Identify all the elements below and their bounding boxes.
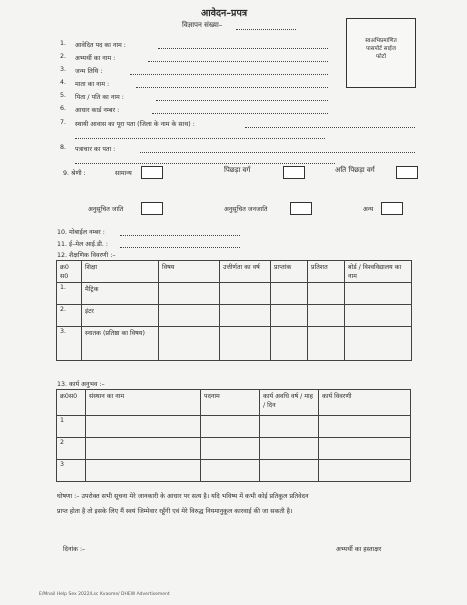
edu-row-name: इंटर [82,305,159,327]
experience-header-row [57,390,411,416]
file-path-footer: E/Mnail Help Sex 2022/Lsc Kvaome/ DHEW Advertisement [39,592,170,597]
exp-cell[interactable] [260,416,319,438]
field-input-aadhaar[interactable] [152,106,328,114]
exp-cell[interactable] [201,416,260,438]
field-input-permanent-address[interactable] [245,120,415,128]
email-label: 11. ई–मेल आई.डी. : [57,241,108,248]
edu-cell[interactable] [271,283,308,305]
education-header-row [57,261,412,283]
date-label: दिनांक :– [63,546,86,553]
edu-cell[interactable] [345,305,412,327]
field-num-7: 7. [60,119,67,126]
edu-row-name: स्नातक (प्रतिष्ठा का विषय) [82,327,159,361]
edu-row-num: 2. [57,305,82,327]
exp-row-num: 2 [57,438,86,460]
field-num-4: 4. [60,79,67,86]
category-sc-label: अनुसूचित जाति [88,206,124,213]
edu-row-num: 3. [57,327,82,361]
edu-cell[interactable] [220,305,271,327]
field-num-8: 8. [60,144,67,151]
education-table [56,260,412,361]
field-input-correspondence-address-line2[interactable] [75,156,335,164]
field-input-permanent-address-line2[interactable] [75,131,325,139]
exp-header-duration: कार्य अवधि वर्ष / माह / दिन [260,390,319,416]
field-input-dob[interactable] [130,67,328,75]
table-row [57,327,412,361]
field-label-name: अभ्यर्थी का नाम : [75,55,116,62]
edu-cell[interactable] [220,327,271,361]
category-general-checkbox[interactable] [141,166,163,179]
exp-header-designation: पदनाम [201,390,260,416]
edu-cell[interactable] [271,305,308,327]
table-row [57,416,411,438]
edu-header-year: उत्तीर्णता का वर्ष [220,261,271,283]
declaration-line2: प्राप्त होता है तो इसके लिए मैं स्वयं जिम्मेवार रहूँगी एवं मेरे विरुद्ध नियमानुकूल कारवाई की जा सकती है। [57,508,293,515]
table-row [57,438,411,460]
field-label-permanent-address: स्थायी आवास का पूरा पता (जिला के नाम के साथ) : [75,121,195,128]
exp-cell[interactable] [201,460,260,482]
field-label-mother: माता का नाम : [75,81,110,88]
exp-header-sno: क्र0स0 [57,390,86,416]
field-num-6: 6. [60,105,67,112]
field-input-mother[interactable] [136,80,328,88]
edu-header-percent: प्रतिशत [308,261,345,283]
edu-cell[interactable] [159,283,220,305]
photo-box-line3: फोटो [375,54,387,60]
field-input-correspondence-address[interactable] [140,145,415,153]
field-num-5: 5. [60,92,67,99]
exp-row-num: 1 [57,416,86,438]
mobile-label: 10. मोबाईल नम्बर : [57,229,105,236]
exp-header-details: कार्य विवरणी [319,390,411,416]
photo-box-line2: पासपोर्ट साईज [366,46,396,52]
edu-cell[interactable] [159,327,220,361]
photo-box-line1: स्वअभिप्रमाणित [365,38,397,44]
edu-header-education: शिक्षा [82,261,159,283]
field-label-correspondence-address: पत्राचार का पता : [75,146,116,153]
edu-cell[interactable] [271,327,308,361]
edu-cell[interactable] [220,283,271,305]
field-label-post: आवेदित पद का नाम : [75,42,126,49]
table-row [57,283,412,305]
exp-cell[interactable] [86,416,201,438]
edu-cell[interactable] [308,305,345,327]
mobile-input[interactable] [120,228,240,236]
edu-header-marks: प्राप्तांक [271,261,308,283]
exp-cell[interactable] [260,460,319,482]
edu-cell[interactable] [308,327,345,361]
category-st-checkbox[interactable] [290,202,312,215]
category-other-checkbox[interactable] [381,202,403,215]
field-num-2: 2. [60,53,67,60]
edu-cell[interactable] [345,283,412,305]
table-row [57,460,411,482]
declaration-line1: घोषणा :– उपरोक्त सभी सूचना मेरे जानकारी के आधार पर सत्य है। यदि भविष्य में कभी कोई प्रतिकूल प्रतिवेदन [57,493,309,500]
edu-row-num: 1. [57,283,82,305]
exp-cell[interactable] [319,416,411,438]
exp-cell[interactable] [86,460,201,482]
exp-cell[interactable] [86,438,201,460]
signature-label: अभ्यर्थी का हस्ताक्षर [336,546,382,553]
category-sc-checkbox[interactable] [141,202,163,215]
edu-row-name: मैट्रिक [82,283,159,305]
email-input[interactable] [120,240,240,248]
category-bc-checkbox[interactable] [283,166,305,179]
exp-header-institution: संस्थान का नाम [86,390,201,416]
field-input-post[interactable] [158,41,328,49]
advertisement-number-field[interactable] [236,22,296,30]
form-title: आवेदन–प्रपत्र [201,8,248,19]
field-label-father: पिता / पति का नाम : [75,94,124,101]
exp-row-num: 3 [57,460,86,482]
category-st-label: अनुसूचित जनजाति [224,206,268,213]
exp-cell[interactable] [260,438,319,460]
edu-header-board: बोर्ड / विश्वविद्यालय का नाम [345,261,412,283]
education-section-title: 12. शैक्षणिक विवरणी :– [57,252,116,259]
category-bc-label: पिछड़ा वर्ग [224,166,251,174]
field-label-aadhaar: आधार कार्ड नम्बर : [75,107,120,114]
edu-header-subject: विषय [159,261,220,283]
field-num-3: 3. [60,66,67,73]
edu-cell[interactable] [345,327,412,361]
experience-table [56,389,411,482]
category-other-label: अन्य [363,206,374,213]
category-ebc-checkbox[interactable] [396,166,418,179]
advertisement-number-label: विज्ञापन संख्या– [182,21,223,29]
exp-cell[interactable] [319,460,411,482]
table-row [57,305,412,327]
field-num-1: 1. [60,40,67,47]
edu-header-sno: क्र0 स0 [57,261,82,283]
field-label-dob: जन्म तिथि : [75,68,103,75]
field-input-name[interactable] [148,54,328,62]
category-label: 9. श्रेणी : [63,170,86,177]
field-input-father[interactable] [156,93,328,101]
edu-cell[interactable] [159,305,220,327]
exp-cell[interactable] [201,438,260,460]
photo-box[interactable] [346,18,416,88]
category-general-label: सामान्य [115,170,132,177]
edu-cell[interactable] [308,283,345,305]
category-ebc-label: अति पिछड़ा वर्ग [335,166,375,174]
exp-cell[interactable] [319,438,411,460]
experience-section-title: 13. कार्य अनुभव :– [57,381,105,388]
